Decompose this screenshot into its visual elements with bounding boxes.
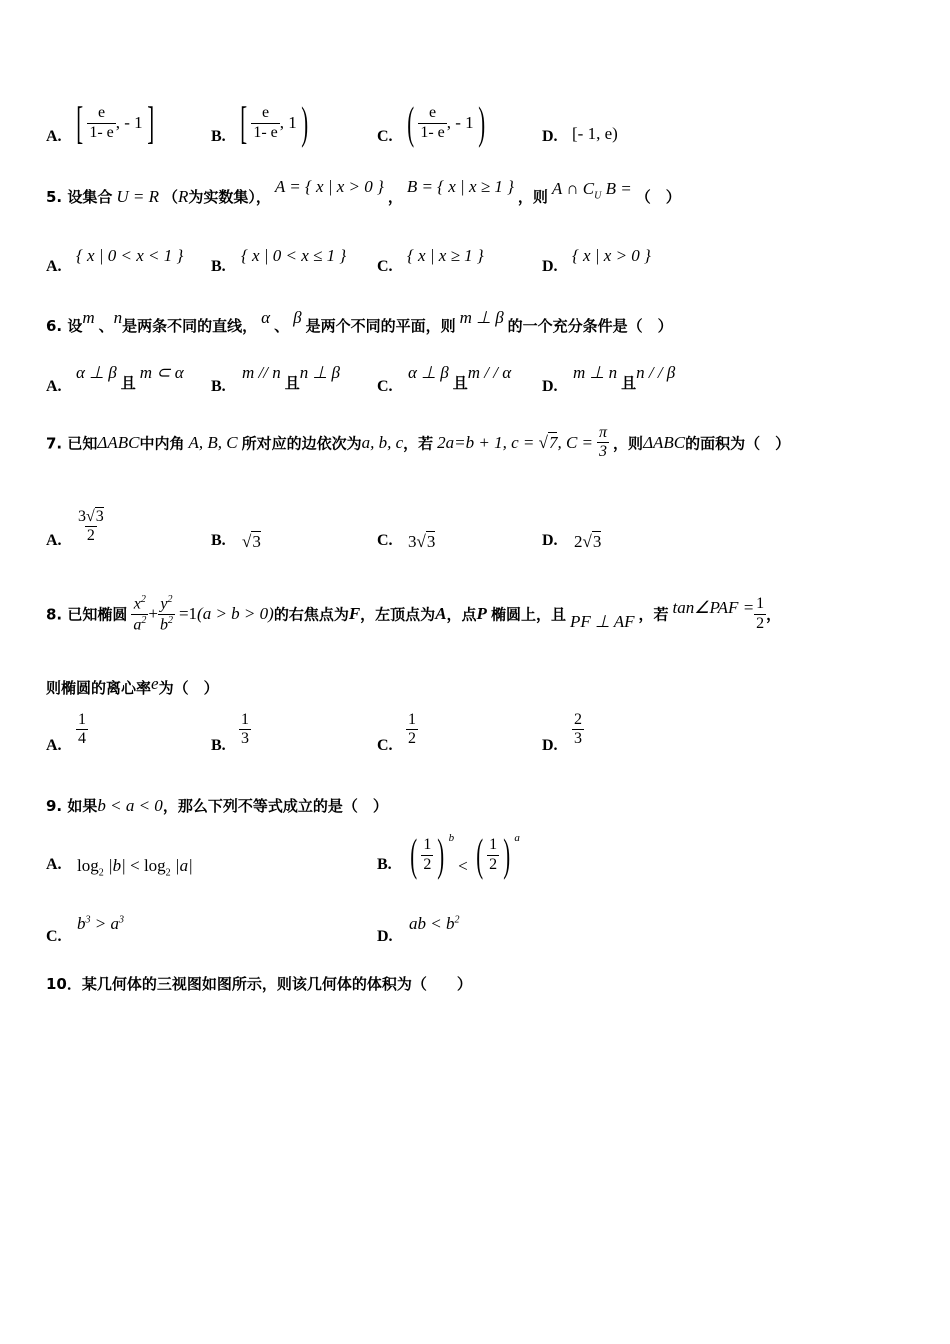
q7-sides: a, b, c bbox=[361, 432, 404, 452]
q5-text-a: 5. 设集合 bbox=[46, 188, 113, 206]
q5-options bbox=[0, 246, 950, 276]
q4-option-b-label: B. bbox=[211, 128, 226, 145]
q9-stem bbox=[46, 795, 388, 816]
q5-option-d-expr: { x | x > 0 } bbox=[572, 246, 651, 265]
q8-text-b: 的右焦点为 bbox=[273, 605, 349, 624]
q4-c-numerator: e bbox=[428, 104, 437, 122]
q4-b-tail: , 1 bbox=[279, 113, 297, 132]
q8-x2-over-a2: $\frac{x^2}{a^2}$ bbox=[133, 594, 147, 634]
q8-text-d: ，点 bbox=[446, 605, 477, 624]
q7-stem bbox=[46, 424, 790, 462]
q8-comma: ， bbox=[766, 605, 782, 624]
q8-y2-over-b2: $\frac{y^2}{b^2}$ bbox=[159, 594, 173, 634]
q6-m: m bbox=[82, 308, 95, 327]
q8-vertex: A bbox=[435, 604, 447, 624]
q6-condition: m ⊥ β bbox=[459, 308, 504, 327]
q5-set-a: A = { x | x > 0 } bbox=[274, 177, 384, 196]
q7-angles: A, B, C bbox=[188, 432, 238, 452]
q5-option-a-label: A. bbox=[46, 258, 62, 275]
q6-options bbox=[0, 362, 950, 396]
q5-option-d-label: D. bbox=[542, 258, 558, 275]
q4-option-b-expr: [ $\frac{e}{1- e}$ , 1 ) bbox=[240, 97, 308, 148]
q9-option-b-label: B. bbox=[377, 856, 392, 873]
q6-stem bbox=[46, 308, 673, 336]
q6-sep1: 、 bbox=[98, 317, 114, 335]
q6-option-b-expr: m // n 且n ⊥ β bbox=[242, 363, 341, 392]
q9-option-a-expr: $\log_2 |b| < \log_2 |a|$ bbox=[77, 856, 193, 879]
q8-stem: 8. 已知椭圆 $\frac{x^2}{a^2}$ + $\frac{y^2}{b^2}$ =1(a > b > 0)的右焦点为F，左顶点为A，点P 椭圆上，且 PF ⊥ AF ，若 tan∠PAF = $\frac{1}{2}$ ， bbox=[46, 594, 782, 634]
q7-triangle-2: ΔABC bbox=[643, 432, 686, 452]
q6-option-d-label: D. bbox=[542, 378, 558, 395]
q8-line2-b: 为（ ） bbox=[158, 679, 219, 697]
q7-condition: 2a=b + 1, c = √7, C = bbox=[437, 432, 594, 452]
q8-text-c: ，左顶点为 bbox=[360, 605, 436, 624]
q7-option-c-label: C. bbox=[377, 532, 393, 549]
q8-option-b-label: B. bbox=[211, 737, 226, 754]
q4-a-tail: , - 1 bbox=[115, 113, 143, 132]
q6-option-c-label: C. bbox=[377, 378, 393, 395]
q9-option-a-label: A. bbox=[46, 856, 62, 873]
q7-option-d-expr: 2√3 bbox=[574, 532, 602, 551]
q7-text-f: 的面积为（ ） bbox=[685, 434, 791, 453]
q8-tan: tan∠PAF = bbox=[672, 598, 755, 618]
q5-universal-set: U = R bbox=[116, 187, 159, 206]
q9-options-row2 bbox=[0, 910, 950, 944]
q5-expression: A ∩ $C_U$ B = bbox=[551, 179, 632, 202]
q9-option-d-expr: ab < $b^2$ bbox=[409, 914, 460, 933]
q4-c-tail: , - 1 bbox=[446, 113, 474, 132]
q8-text-f: ，若 bbox=[638, 605, 669, 624]
q6-option-b-label: B. bbox=[211, 378, 226, 395]
q8-option-c-expr: $\frac{1}{2}$ bbox=[408, 711, 416, 748]
q6-option-a-label: A. bbox=[46, 378, 62, 395]
q7-options bbox=[0, 508, 950, 558]
q8-option-d-expr: $\frac{2}{3}$ bbox=[574, 711, 582, 748]
q6-text-a: 6. 设 bbox=[46, 317, 83, 335]
q7-triangle: ΔABC bbox=[97, 432, 140, 452]
q9-option-c-expr: $b^3 > a^3$ bbox=[77, 914, 124, 933]
q5-paren: （ ） bbox=[635, 188, 681, 206]
q5-option-b-expr: { x | 0 < x ≤ 1 } bbox=[241, 246, 347, 265]
q8-option-a-expr: $\frac{1}{4}$ bbox=[78, 711, 86, 748]
q8-line2-a: 则椭圆的离心率 bbox=[46, 679, 152, 697]
q4-b-numerator: e bbox=[261, 104, 270, 122]
q8-text-e: 椭圆上，且 bbox=[490, 605, 566, 624]
q8-focus: F bbox=[348, 604, 361, 624]
q5-comma: ， bbox=[387, 188, 403, 206]
q9-option-c-label: C. bbox=[46, 928, 62, 945]
q7-option-b-expr: √3 bbox=[242, 532, 261, 551]
q8-e: e bbox=[151, 674, 159, 693]
q4-a-numerator: e bbox=[97, 104, 106, 122]
q8-text-a: 8. 已知椭圆 bbox=[46, 605, 128, 624]
q5-stem bbox=[46, 177, 681, 209]
q6-text-b: 是两条不同的直线， bbox=[122, 317, 258, 335]
q9-option-d-label: D. bbox=[377, 928, 393, 945]
q9-options-row1 bbox=[0, 830, 950, 886]
q7-text-d: ，若 bbox=[403, 434, 434, 453]
q7-text-e: ，则 bbox=[613, 434, 644, 453]
q4-option-d-expr: [- 1, e) bbox=[572, 124, 618, 143]
q4-option-c-label: C. bbox=[377, 128, 393, 145]
q5-text-d: ，则 bbox=[517, 188, 548, 206]
q9-option-b-expr: ( $\frac{1}{2}$ ) $^b$ < ( $\frac{1}{2}$ ) $^a$ bbox=[410, 829, 520, 880]
q8-options bbox=[0, 711, 950, 761]
q4-c-denominator: 1- e bbox=[420, 123, 445, 141]
q6-text-c: 是两个不同的平面，则 bbox=[305, 317, 456, 335]
q9-condition: b < a < 0 bbox=[97, 796, 163, 815]
q6-option-a-expr: α ⊥ β 且 m ⊂ α bbox=[76, 363, 184, 392]
q8-option-a-label: A. bbox=[46, 737, 62, 754]
q6-option-d-expr: m ⊥ n 且n / / β bbox=[573, 363, 676, 392]
q5-option-c-label: C. bbox=[377, 258, 393, 275]
q5-option-c-expr: { x | x ≥ 1 } bbox=[407, 246, 484, 265]
q4-options bbox=[0, 98, 950, 158]
q6-n: n bbox=[113, 308, 123, 327]
q5-option-a-expr: { x | 0 < x < 1 } bbox=[76, 246, 184, 265]
q5-option-b-label: B. bbox=[211, 258, 226, 275]
q7-option-b-label: B. bbox=[211, 532, 226, 549]
q5-r: R bbox=[178, 187, 189, 206]
q7-pi-over-3: $\frac{\pi}{3}$ bbox=[599, 424, 608, 461]
q8-equals-one: =1 bbox=[178, 604, 198, 624]
q4-option-d-label: D. bbox=[542, 128, 558, 145]
q7-text-b: 中内角 bbox=[139, 434, 185, 453]
q6-sep2: 、 bbox=[274, 317, 290, 335]
q6-text-d: 的一个充分条件是（ ） bbox=[507, 317, 673, 335]
q9-text-b: ，那么下列不等式成立的是（ ） bbox=[162, 797, 388, 815]
q8-point: P bbox=[476, 604, 487, 624]
q6-beta: β bbox=[293, 308, 302, 327]
q8-option-c-label: C. bbox=[377, 737, 393, 754]
q4-option-a-label: A. bbox=[46, 128, 62, 145]
q7-option-a-label: A. bbox=[46, 532, 62, 549]
q4-a-denominator: 1- e bbox=[89, 123, 114, 141]
q6-alpha: α bbox=[261, 308, 271, 327]
q4-option-c-expr: ( $\frac{e}{1- e}$ , - 1 ) bbox=[407, 97, 485, 148]
q8-condition: (a > b > 0) bbox=[197, 604, 274, 624]
q8-option-d-label: D. bbox=[542, 737, 558, 754]
q8-half: $\frac{1}{2}$ bbox=[756, 595, 765, 632]
q9-text-a: 9. 如果 bbox=[46, 797, 98, 815]
q8-option-b-expr: $\frac{1}{3}$ bbox=[241, 711, 249, 748]
q5-text-c: 为实数集）， bbox=[188, 188, 271, 206]
q7-option-d-label: D. bbox=[542, 532, 558, 549]
q10-stem: 10．某几何体的三视图如图所示，则该几何体的体积为（ ） bbox=[46, 975, 472, 993]
q7-option-c-expr: 3√3 bbox=[408, 532, 436, 551]
q5-set-b: B = { x | x ≥ 1 } bbox=[406, 177, 514, 196]
q7-option-a-expr: $\frac{3√3}{2}$ bbox=[78, 508, 104, 545]
q8-perpendicular: PF ⊥ AF bbox=[569, 612, 635, 632]
q4-b-denominator: 1- e bbox=[253, 123, 278, 141]
q7-text-c: 所对应的边依次为 bbox=[241, 434, 362, 453]
q5-text-b: （ bbox=[163, 188, 179, 206]
q8-stem-line2 bbox=[46, 674, 219, 698]
q4-option-a-expr: [ $\frac{e}{1- e}$ , - 1 ] bbox=[76, 97, 154, 148]
q7-text-a: 7. 已知 bbox=[46, 434, 98, 453]
q6-option-c-expr: α ⊥ β 且m / / α bbox=[408, 363, 512, 392]
